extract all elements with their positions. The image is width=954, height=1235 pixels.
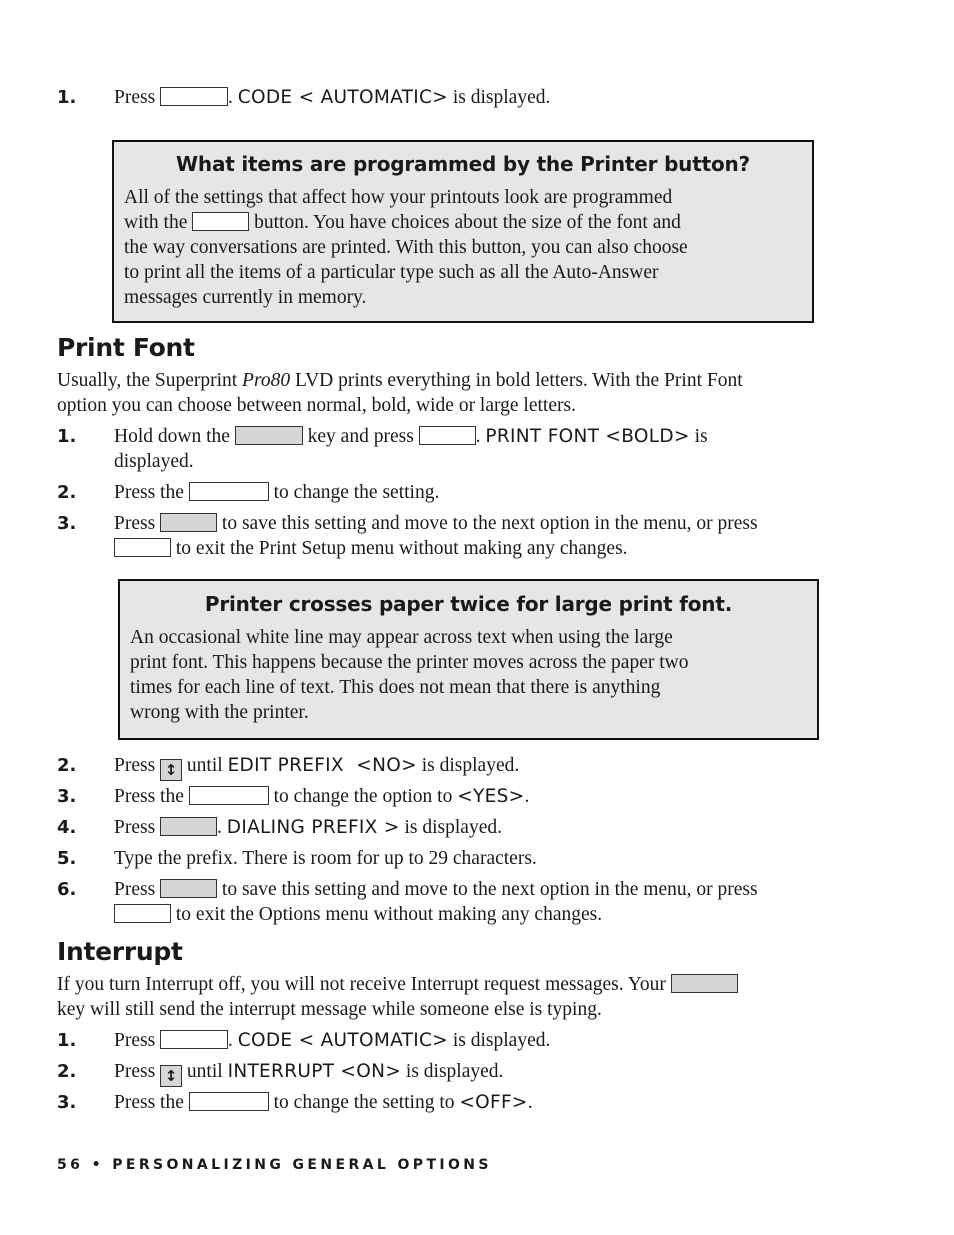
code-key: [160, 87, 228, 106]
display-text: CODE < AUTOMATIC>: [237, 87, 448, 108]
step-label: Press: [114, 817, 156, 838]
enter-key: [160, 817, 217, 836]
separator: .: [524, 786, 530, 807]
step-number: 4.: [57, 817, 77, 838]
step-number: 1.: [57, 87, 77, 108]
step-number: 2.: [57, 482, 77, 503]
step-label: Press: [114, 1030, 156, 1051]
code-key: [160, 1030, 228, 1049]
step-tail: is displayed.: [452, 87, 551, 108]
step-text: [114, 753, 519, 781]
step-label: Press the: [114, 482, 184, 503]
intro-line: key will still send the interrupt message while someone else is typing.: [57, 999, 602, 1020]
step-text-continued: displayed.: [114, 451, 194, 472]
printer-key: [192, 212, 249, 231]
step-number: 3.: [57, 1092, 77, 1113]
step-tail: is displayed.: [421, 755, 520, 776]
step-number: 1.: [57, 1030, 77, 1051]
step-tail: to exit the Print Setup menu without making any changes.: [175, 538, 628, 559]
step-text: [114, 877, 758, 902]
step-text-continued: [114, 902, 602, 927]
intro-line: [57, 368, 743, 393]
box-line: [124, 210, 681, 235]
step-text: [114, 1090, 533, 1115]
step-tail: is displayed.: [452, 1030, 551, 1051]
separator: .: [217, 817, 222, 838]
step-label: Press: [114, 879, 156, 900]
step-text: [114, 424, 708, 449]
step-label: Press: [114, 1061, 156, 1082]
box-line: times for each line of text. This does not mean that there is anything: [130, 677, 661, 698]
escape-key: [114, 538, 171, 557]
step-text: [114, 1059, 503, 1087]
section-heading-interrupt: Interrupt: [57, 937, 183, 966]
box-line: messages currently in memory.: [124, 287, 367, 308]
step-tail: is: [694, 426, 708, 447]
step-text: [114, 511, 758, 536]
step-number: 5.: [57, 848, 77, 869]
box-title: Printer crosses paper twice for large print font.: [204, 592, 733, 616]
display-text: <YES>: [457, 786, 525, 807]
step-label: Press the: [114, 1092, 184, 1113]
step-number: 3.: [57, 513, 77, 534]
intro-fragment: If you turn Interrupt off, you will not receive Interrupt request messages. Your: [57, 974, 666, 995]
step-tail: to exit the Options menu without making any changes.: [175, 904, 603, 925]
step-label: until: [186, 1061, 223, 1082]
step-tail: is displayed.: [404, 817, 502, 838]
box-line: the way conversations are printed. With this button, you can also choose: [124, 237, 688, 258]
page-number: 56: [57, 1157, 84, 1173]
page-footer: [57, 1157, 492, 1173]
box-title: What items are programmed by the Printer button?: [176, 152, 750, 176]
step-text: [114, 1028, 550, 1053]
step-label: to change the option to: [273, 786, 453, 807]
box-line: An occasional white line may appear across text when using the large: [130, 627, 673, 648]
step-number: 2.: [57, 755, 77, 776]
step-tail: to save this setting and move to the next option in the menu, or press: [221, 513, 758, 534]
step-text: [114, 815, 502, 840]
step-text-continued: [114, 536, 628, 561]
display-text: INTERRUPT <ON>: [227, 1061, 402, 1082]
display-text: EDIT PREFIX <NO>: [227, 755, 417, 776]
separator: .: [228, 87, 233, 108]
escape-key: [114, 904, 171, 923]
step-number: 2.: [57, 1061, 77, 1082]
step-text: [114, 784, 529, 809]
box-line: wrong with the printer.: [130, 702, 309, 723]
step-label: Press the: [114, 786, 184, 807]
intro-line: [57, 972, 738, 997]
footer-section-title: PERSONALIZING GENERAL OPTIONS: [112, 1157, 492, 1173]
enter-key: [160, 879, 217, 898]
printer-button-note-box: [112, 140, 814, 323]
arrow-key-icon: ↕: [160, 759, 182, 781]
separator: .: [228, 1030, 233, 1051]
display-text: PRINT FONT <BOLD>: [485, 426, 690, 447]
step-label: Press: [114, 755, 156, 776]
box-line: print font. This happens because the printer moves across the paper two: [130, 652, 689, 673]
step-tail: to change the setting.: [273, 482, 440, 503]
separator: .: [527, 1092, 533, 1113]
step-label: until: [186, 755, 223, 776]
large-font-note-box: [118, 579, 819, 740]
display-text: <OFF>: [459, 1092, 528, 1113]
section-heading-print-font: Print Font: [57, 333, 195, 362]
step-label: to change the setting to: [273, 1092, 455, 1113]
enter-key: [160, 513, 217, 532]
intro-line: option you can choose between normal, bold, wide or large letters.: [57, 395, 576, 416]
step-tail: is displayed.: [405, 1061, 504, 1082]
display-text: DIALING PREFIX >: [226, 817, 400, 838]
product-name: Pro80: [242, 370, 291, 391]
step-label: Hold down the: [114, 426, 230, 447]
ga-key: [671, 974, 738, 993]
step-label: key and press: [307, 426, 414, 447]
shift-key: [235, 426, 303, 445]
box-line: to print all the items of a particular type such as all the Auto-Answer: [124, 262, 659, 283]
step-number: 6.: [57, 879, 77, 900]
separator: .: [475, 426, 481, 447]
spacebar-key: [189, 482, 269, 501]
step-text: [114, 85, 550, 110]
step-number: 1.: [57, 426, 77, 447]
printer-key: [419, 426, 476, 445]
intro-fragment: Usually, the Superprint: [57, 370, 238, 391]
step-label: Press: [114, 513, 156, 534]
footer-bullet: •: [91, 1157, 104, 1173]
box-text-fragment: with the: [124, 212, 188, 233]
spacebar-key: [189, 1092, 269, 1111]
intro-fragment: LVD prints everything in bold letters. With the Print Font: [294, 370, 743, 391]
display-text: CODE < AUTOMATIC>: [237, 1030, 448, 1051]
step-text: Type the prefix. There is room for up to 29 characters.: [114, 848, 537, 869]
box-text-fragment: button. You have choices about the size of the font and: [254, 212, 681, 233]
box-line: All of the settings that affect how your printouts look are programmed: [124, 187, 673, 208]
step-label: Press: [114, 87, 156, 108]
spacebar-key: [189, 786, 269, 805]
step-number: 3.: [57, 786, 77, 807]
step-tail: to save this setting and move to the next option in the menu, or press: [221, 879, 758, 900]
step-text: [114, 480, 439, 505]
arrow-key-icon: ↕: [160, 1065, 182, 1087]
